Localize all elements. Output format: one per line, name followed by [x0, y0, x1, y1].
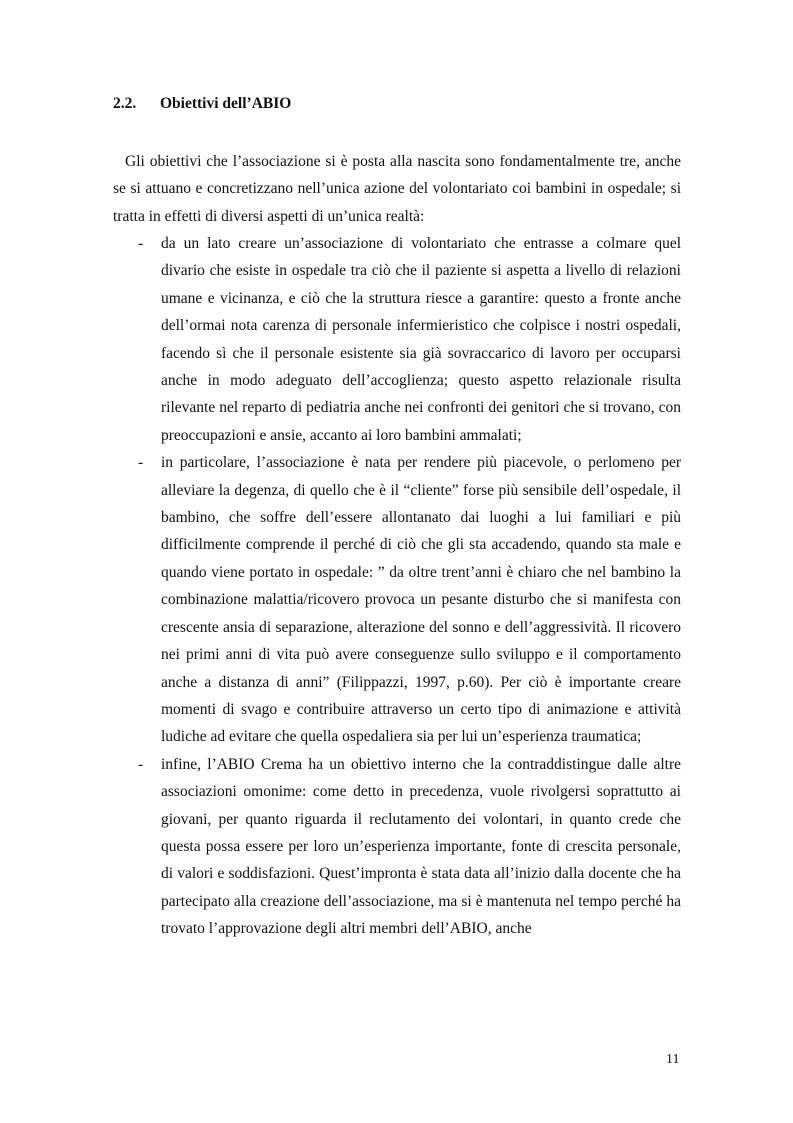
section-number: 2.2.	[113, 95, 137, 112]
bullet-dash: -	[138, 755, 144, 773]
list-item	[113, 230, 681, 449]
bullet-dash: -	[138, 454, 144, 472]
list-item-text: in particolare, l’associazione è nata per rendere più piacevole, o perlomeno per alleviare la degenza, di quello che è il “cliente” forse più sensibile dell’ospedale, il bambino, che soffre dell’essere allontanato dai luoghi a lui familiari e più difficilmente comprende il perché di ciò che gli sta accadendo, quando sta male e quando viene portato in ospedale: ” da oltre trent’anni è chiaro che nel bambino la combinazione malattia/ricovero provoca un pesante disturbo che si manifesta con crescente ansia di separazione, alterazione del sonno e dell’aggressività. Il ricovero nei primi anni di vita può avere conseguenze sullo sviluppo e il comportamento anche a distanza di anni” (Filippazzi, 1997, p.60). Per ciò è importante creare momenti di svago e contribuire attraverso un certo tipo di animazione e attività ludiche ad evitare che quella ospedaliera sia per lui un’esperienza traumatica;	[161, 454, 681, 746]
list-item-text: infine, l’ABIO Crema ha un obiettivo interno che la contraddistingue dalle altre associazioni omonime: come detto in precedenza, vuole rivolgersi soprattutto ai giovani, per quanto riguarda il reclutamento dei volontari, in quanto crede che questa possa essere per loro un’esperienza importante, fonte di crescita personale, di valori e soddisfazioni. Quest’impronta è stata data all’inizio dalla docente che ha partecipato alla creazione dell’associazione, ma si è mantenuta nel tempo perché ha trovato l’approvazione degli altri membri dell’ABIO, anche	[161, 755, 681, 938]
bullet-dash: -	[138, 235, 144, 252]
page-number: 11	[666, 1052, 680, 1067]
objectives-list	[113, 230, 681, 943]
intro-paragraph: Gli obiettivi che l’associazione si è posta alla nascita sono fondamentalmente tre, anche se si attuano e concretizzano nell’unica azione del volontariato coi bambini in ospedale; si tratta in effetti di diversi aspetti di un’unica realtà:	[113, 153, 681, 225]
list-item	[113, 449, 681, 750]
section-heading	[113, 93, 291, 115]
list-item-text: da un lato creare un’associazione di volontariato che entrasse a colmare quel divario che esiste in ospedale tra ciò che il paziente si aspetta a livello di relazioni umane e vicinanza, e ciò che la struttura riesce a garantire: questo a fronte anche dell’ormai nota carenza di personale infermieristico che colpisce i nostri ospedali, facendo sì che il personale esistente sia già sovraccarico di lavoro per occuparsi anche in modo adeguato dell’accoglienza; questo aspetto relazionale risulta rilevante nel reparto di pediatria anche nei confronti dei genitori che si trovano, con preoccupazioni e ansie, accanto ai loro bambini ammalati;	[161, 235, 681, 444]
section-title: Obiettivi dell’ABIO	[160, 95, 292, 112]
list-item	[113, 751, 681, 943]
